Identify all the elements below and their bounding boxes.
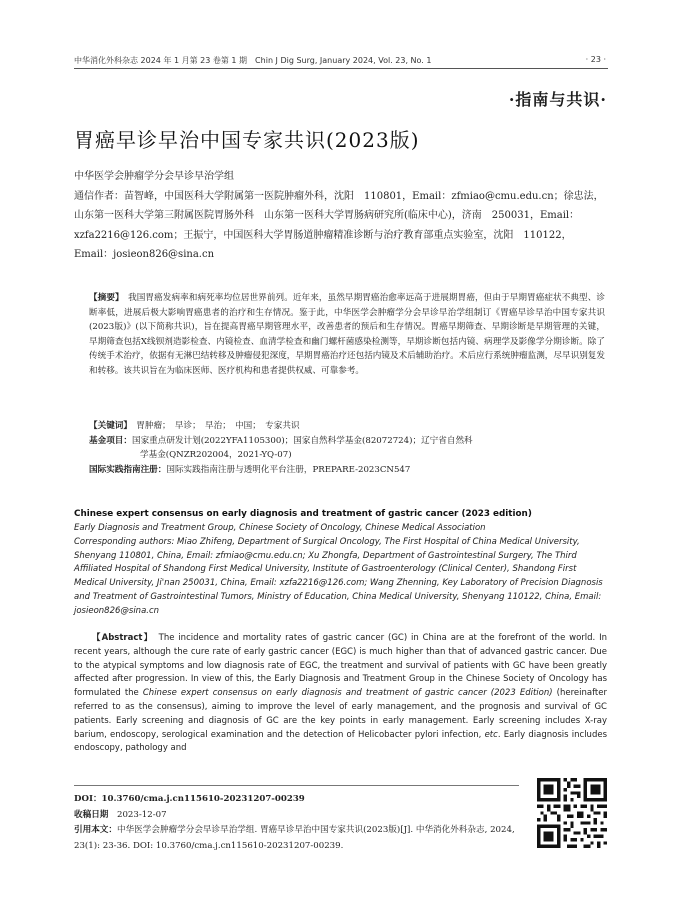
en-abstract-text-b: (hereinafter referred to as the consensus), aiming to improve the level of early management, and the prognosis and survival of GC patients. Early screening and diagnosis of GC are the key points in early management. Early screening includes X-ray barium, endoscopy, serological examination and the detection of Helicobacter pylori infection,	[74, 688, 607, 740]
cn-funding-label: 基金项目：	[89, 435, 132, 446]
qr-code-icon	[537, 778, 607, 848]
cn-funding-text: 国家重点研发计划(2022YFA1105300)；国家自然科学基金(82072724)；辽宁省自然科	[131, 435, 473, 446]
footer-divider	[74, 785, 519, 786]
section-tag: ·指南与共识·	[508, 90, 607, 109]
cn-correspondence: 通信作者：苗智峰，中国医科大学附属第一医院肿瘤外科，沈阳 110801，Email：zfmiao@cmu.edu.cn；徐忠法，山东第一医科大学第三附属医院胃肠外科 山东第一医科大学胃肠病研究所(临床中心)，济南 250031，Email：xzfa2216@126.com；王振宁，中国医科大学胃肠道肿瘤精准诊断与治疗教育部重点实验室，沈阳 110122，Email：josieon826@sina.cn	[74, 190, 604, 260]
en-abstract	[74, 632, 607, 756]
cn-registration-label: 国际实践指南注册：	[89, 464, 167, 475]
cn-funding-text-cont: 学基金(QNZR202004，2021-YQ-07)	[140, 450, 292, 461]
cn-keywords-text: 胃肿瘤； 早诊； 早治； 中国； 专家共识	[127, 421, 300, 431]
en-abstract-title-italic: Chinese expert consensus on early diagnosis and treatment of gastric cancer (2023 Edition)	[142, 688, 553, 699]
doi: DOI：10.3760/cma.j.cn115610-20231207-00239	[74, 794, 305, 804]
cn-group: 中华医学会肿瘤学分会早诊早治学组	[74, 171, 234, 182]
en-correspondence: Corresponding authors: Miao Zhifeng, Department of Surgical Oncology, The First Hospital of China Medical University, Shenyang 110801, China, Email: zfmiao@cmu.edu.cn; Xu Zhongfa, Department of Gastrointestinal Surgery, The Third Affiliated Hospital of Shandong First Medical University, Institute of Gastroenterology (Clinical Center), Shandong First Medical University, Ji'nan 250031, China, Email: xzfa2216@126.com; Wang Zhenning, Key Laboratory of Precision Diagnosis and Treatment of Gastrointestinal Tumors, Ministry of Education, China Medical University, Shenyang 110122, China, Email: josieon826@sina.cn	[74, 536, 603, 616]
cn-registration-text: 国际实践指南注册与透明化平台注册，PREPARE-2023CN547	[166, 464, 411, 475]
cn-abstract-label: 【摘要】	[89, 293, 120, 303]
page-number: · 23 ·	[585, 55, 606, 64]
cn-abstract-text: 我国胃癌发病率和病死率均位居世界前列。近年来，虽然早期胃癌治愈率远高于进展期胃癌，但由于早期胃癌症状不典型、诊断率低，进展后极大影响胃癌患者的治疗和生存情况。鉴于此，中华医学会肿瘤学分会早诊早治学组制订《胃癌早诊早治中国专家共识(2023版)》(以下简称共识)，旨在提高胃癌早期管理水平，改善患者的预后和生存情况。胃癌早期筛查、早期诊断是早期管理的关键，早期筛查包括X线钡剂造影检查、内镜检查、血清学检查和幽门螺杆菌感染检测等，早期诊断包括内镜、病理学及影像学分期诊断。除了传统手术治疗，依据有无淋巴结转移及肿瘤侵犯深度，早期胃癌治疗还包括内镜及术后辅助治疗。术后应行系统肿瘤监测，尽早识别复发和转移。该共识旨在为临床医师、医疗机构和患者提供权威、可靠参考。	[89, 293, 605, 376]
en-abstract-label: 【Abstract】	[92, 633, 150, 643]
received-date: 2023-12-07	[108, 809, 167, 820]
cite-text: 中华医学会肿瘤学分会早诊早治学组. 胃癌早诊早治中国专家共识(2023版)[J]. 中华消化外科杂志, 2024, 23(1): 23-36. DOI: 10.3760/cma.j.cn115610-20231207-00239.	[74, 825, 515, 851]
cn-keywords-label: 【关键词】	[89, 421, 128, 431]
cn-meta	[89, 419, 605, 477]
en-abstract-text-c: . Early diagnosis includes endoscopy, pathology and	[74, 729, 607, 754]
en-author-block	[74, 522, 607, 619]
footer-block	[74, 792, 519, 854]
en-group: Early Diagnosis and Treatment Group, Chinese Society of Oncology, Chinese Medical Association	[74, 523, 486, 533]
doi-line	[74, 792, 519, 808]
journal-line: 中华消化外科杂志 2024 年 1 月第 23 卷第 1 期 Chin J Dig Surg, January 2024, Vol. 23, No. 1	[74, 56, 432, 65]
cn-author-block	[74, 167, 607, 265]
en-abstract-etc: etc	[484, 729, 498, 740]
received-label: 收稿日期	[74, 809, 109, 820]
cite-label: 引用本文：	[74, 825, 117, 835]
en-title: Chinese expert consensus on early diagnosis and treatment of gastric cancer (2023 edition)	[74, 509, 532, 519]
en-abstract-text-a: The incidence and mortality rates of gastric cancer (GC) in China are at the forefront of the world. In recent years, although the cure rate of early gastric cancer (EGC) is much higher than that of advanced gastric cancer. Due to the atypical symptoms and low diagnosis rate of EGC, the treatment and survival of patients with GC have been greatly affected after progression. In view of this, the Early Diagnosis and Treatment Group in the Chinese Society of Oncology has formulated the	[74, 633, 607, 699]
running-header	[74, 55, 606, 66]
cn-abstract	[89, 291, 605, 379]
article-title: 胃癌早诊早治中国专家共识(2023版)	[74, 128, 420, 152]
header-divider	[74, 68, 608, 69]
